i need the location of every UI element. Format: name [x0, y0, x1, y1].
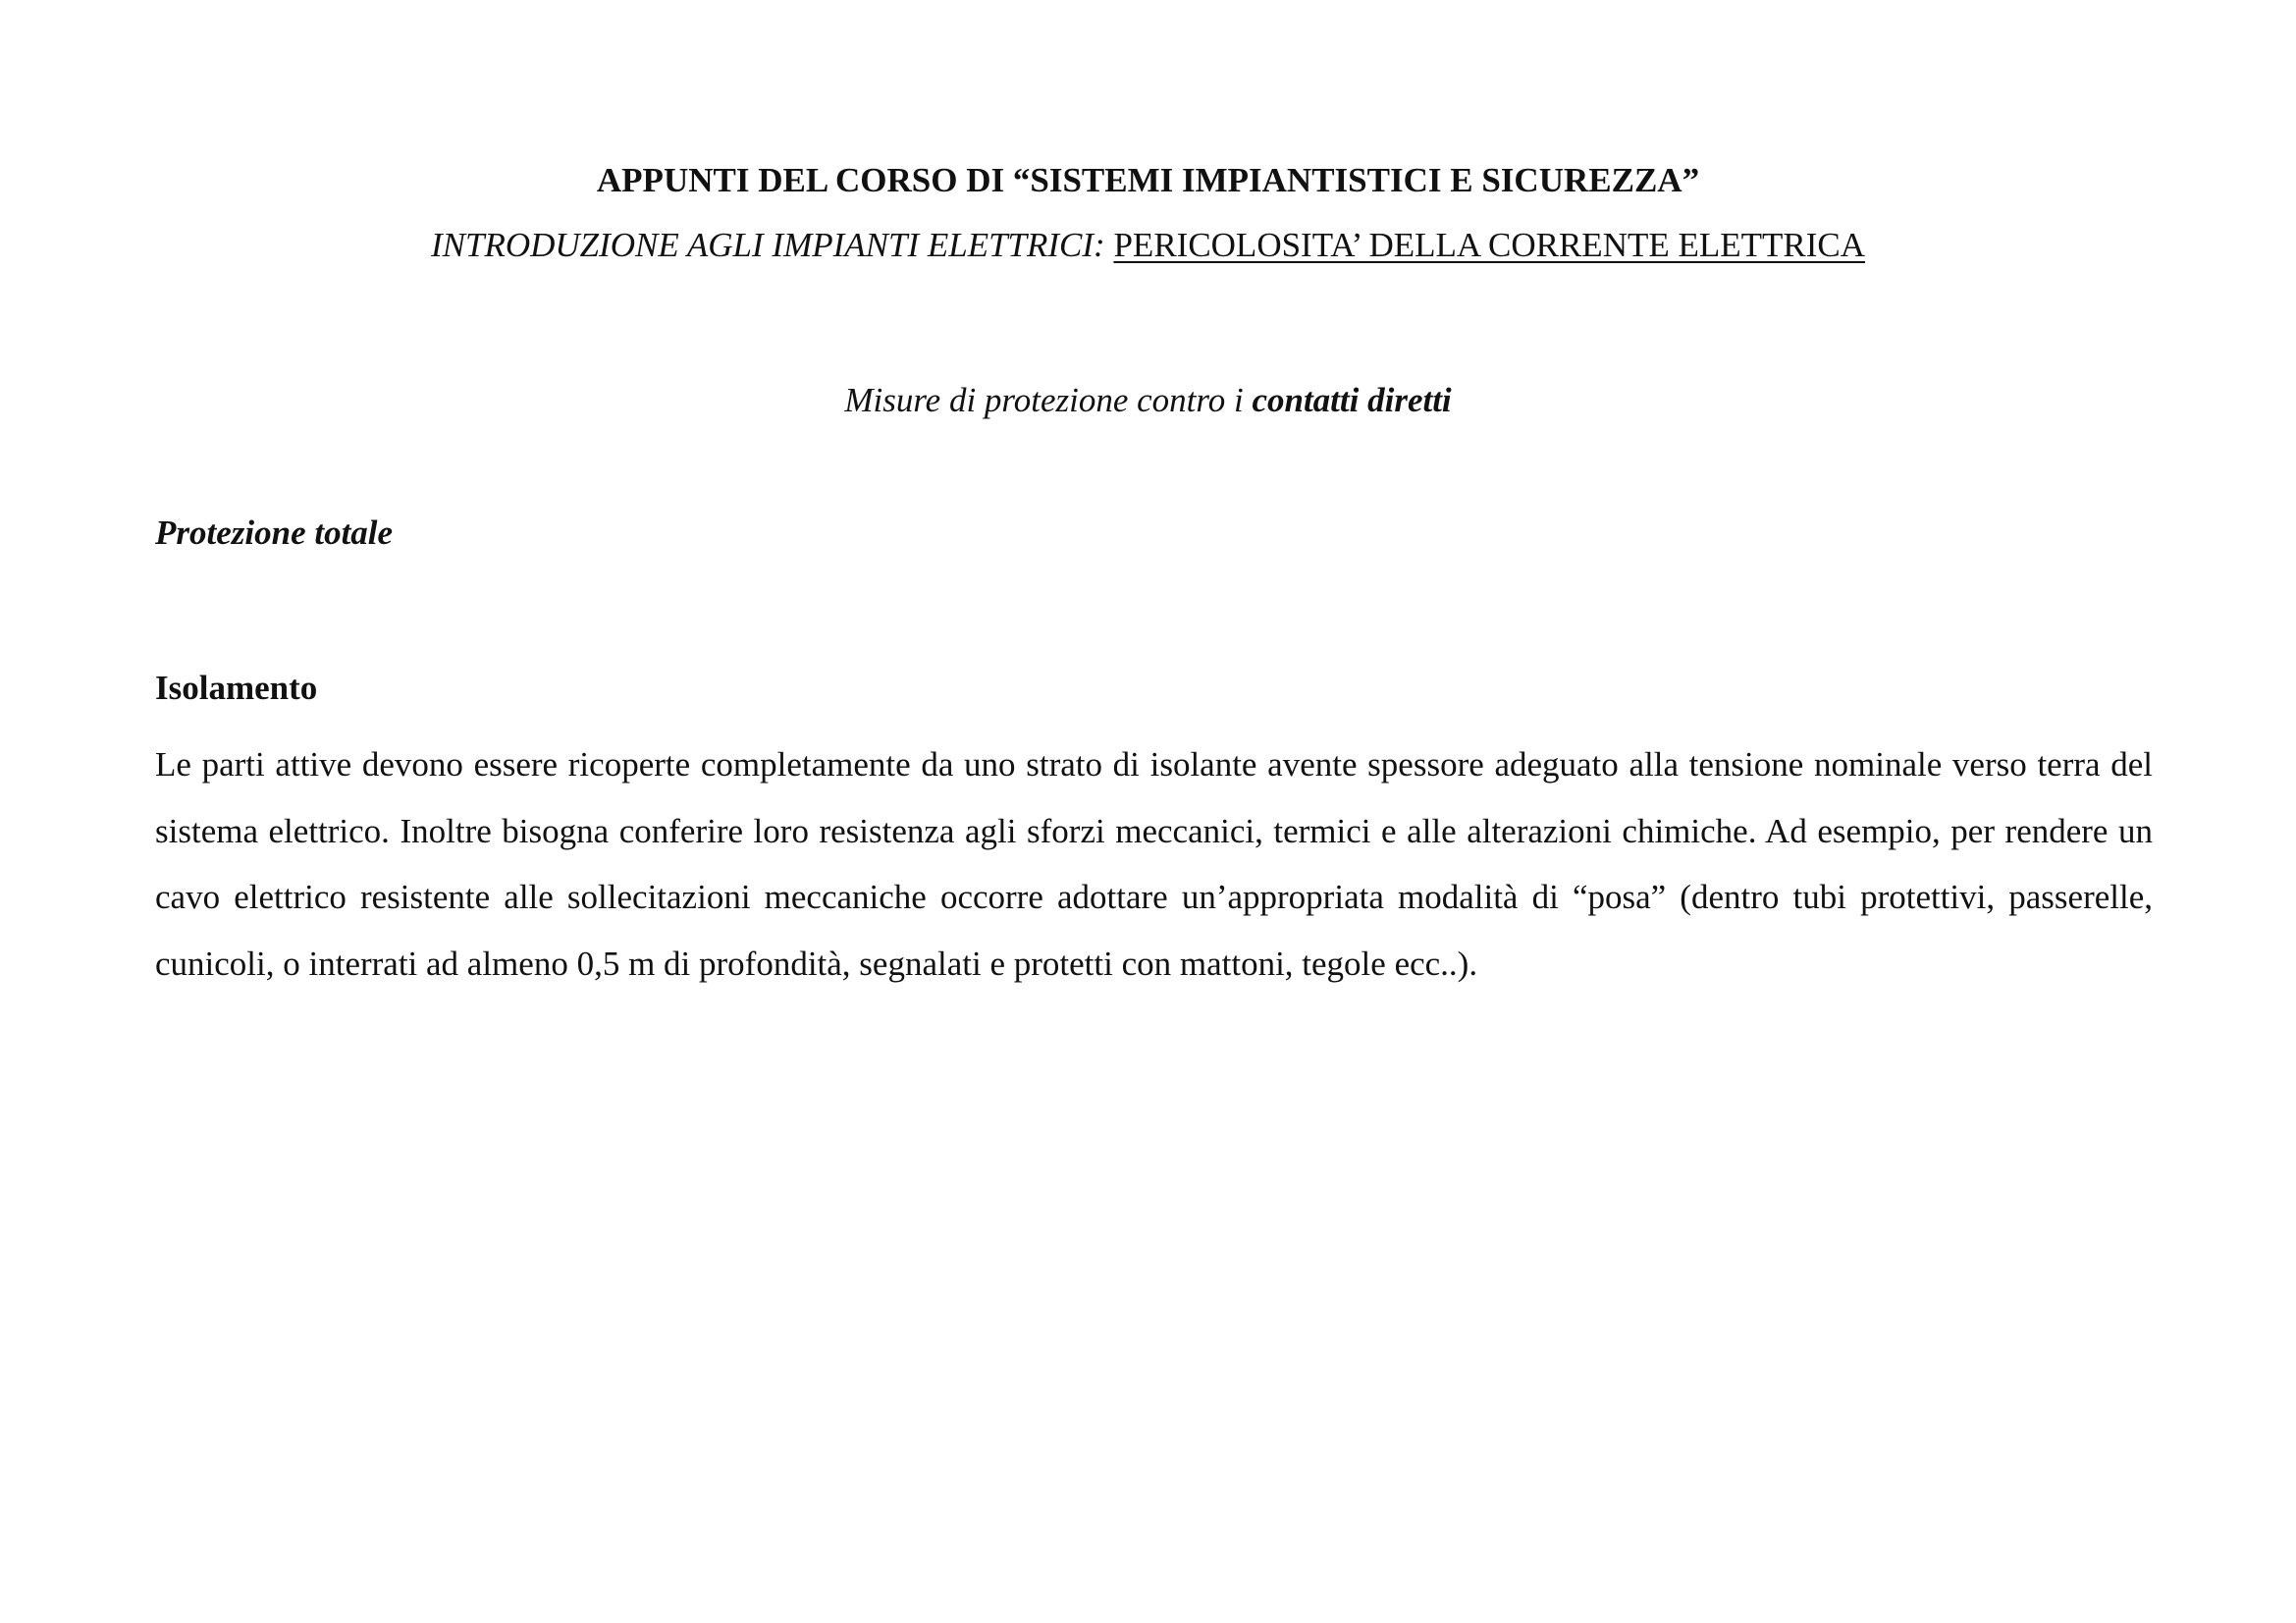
- subsection-title: Protezione totale: [155, 514, 394, 552]
- section-title-prefix: Misure di protezione contro i: [844, 381, 1244, 419]
- subtitle-lead: INTRODUZIONE AGLI IMPIANTI ELETTRICI:: [430, 226, 1105, 264]
- document-title: APPUNTI DEL CORSO DI “SISTEMI IMPIANTISTICI E SICUREZZA”: [596, 161, 1700, 199]
- subtitle-topic: PERICOLOSITA’ DELLA CORRENTE ELETTRICA: [1113, 226, 1865, 264]
- section-title-emphasis: contatti diretti: [1252, 381, 1452, 419]
- body-paragraph: Le parti attive devono essere ricoperte completamente da uno strato di isolante avente spessore adeguato alla tensione nominale verso terra del sistema elettrico. Inoltre bisogna conferire loro resistenza agli sforzi meccanici, termici e alle alterazioni chimiche. Ad esempio, per rendere un cavo elettrico resistente alle sollecitazioni meccaniche occorre adottare un’appropriata modalità di “posa” (dentro tubi protettivi, passerelle, cunicoli, o interrati ad almeno 0,5 m di profondità, segnalati e protetti con mattoni, tegole ecc..).: [155, 745, 2153, 983]
- section-title: [0, 379, 2296, 422]
- document-subtitle: [0, 224, 2296, 267]
- paragraph-heading: Isolamento: [155, 669, 318, 707]
